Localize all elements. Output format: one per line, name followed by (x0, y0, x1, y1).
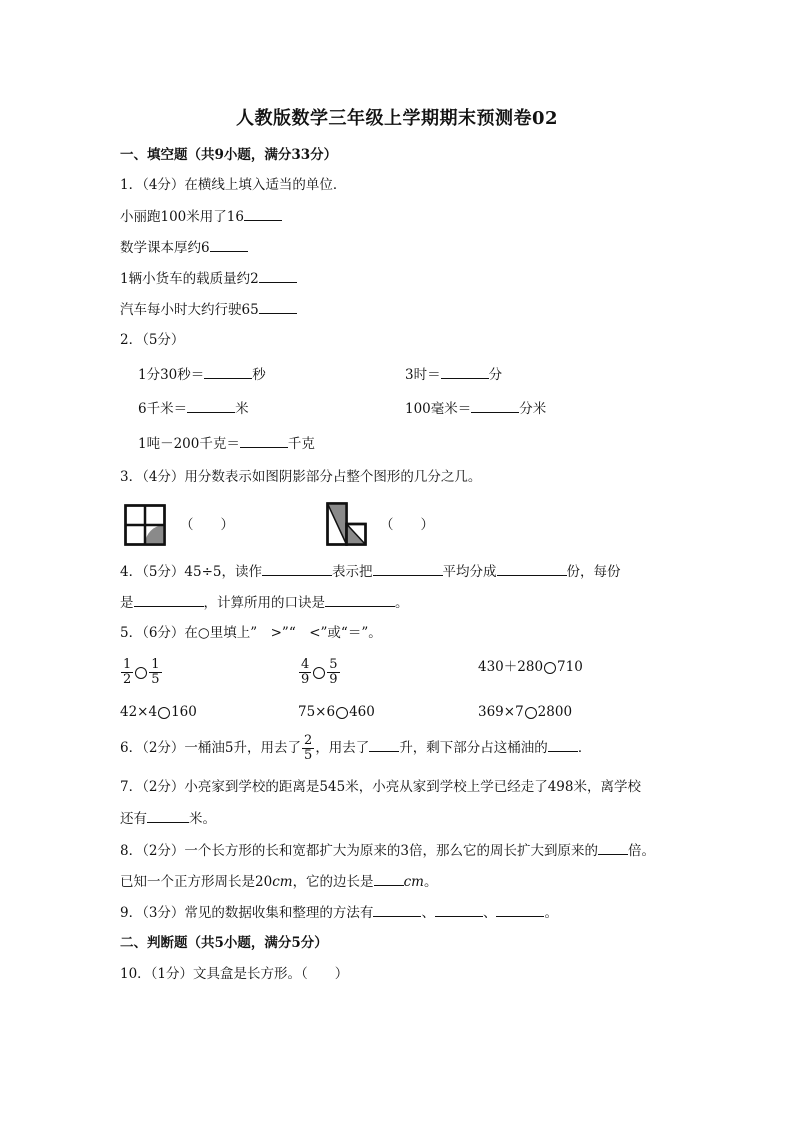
expr-right: 2800 (537, 704, 573, 720)
answer-blank[interactable] (259, 268, 297, 283)
q5-stem: 5．（6分）在○里填上” >”“ <”或“＝”。 (120, 625, 382, 641)
answer-blank[interactable] (210, 237, 248, 252)
q4-text: 表示把 (332, 564, 373, 580)
q5-compare-fractions-2 (298, 655, 341, 689)
answer-blank[interactable] (259, 299, 297, 314)
q6-text: 升，剩下部分占这桶油的 (399, 740, 548, 756)
denominator: 9 (329, 672, 338, 687)
q2-item-c (138, 398, 249, 419)
expr-right: 710 (557, 659, 583, 675)
expr-right: 160 (171, 704, 197, 720)
expr-left: 75×6 (298, 704, 336, 720)
fraction (121, 658, 133, 687)
compare-circle[interactable] (525, 707, 537, 719)
q5-compare-expr-3 (298, 702, 375, 722)
q4-text: 份，每份 (566, 564, 621, 580)
compare-circle[interactable] (158, 707, 170, 719)
q2-c-unit: 米 (235, 401, 249, 417)
answer-blank[interactable] (471, 398, 519, 413)
denominator: 2 (123, 672, 132, 687)
answer-blank[interactable] (204, 364, 252, 379)
numerator: 1 (123, 657, 132, 672)
q1-item-text: 数学课本厚约6 (120, 240, 210, 256)
section2-heading: 二、判断题（共5小题，满分5分） (120, 935, 328, 951)
shaded-rectangle-figure (326, 502, 368, 546)
q2-b-unit: 分 (488, 367, 503, 383)
shaded-square-figure (124, 504, 166, 546)
q1-item-text: 汽车每小时大约行驶65 (120, 302, 259, 318)
q2-item-e (138, 433, 315, 454)
q8-text: 8．（2分）一个长方形的长和宽都扩大为原来的3倍，那么它的周长扩大到原来的 (120, 843, 599, 859)
q4-line1 (120, 561, 621, 582)
q5-compare-expr-4 (478, 702, 572, 722)
q8-text: 。 (423, 874, 438, 890)
q8-text: ，它的边长是 (292, 874, 374, 890)
q1-stem: 1．（4分）在横线上填入适当的单位． (120, 177, 347, 193)
q9-text: 、 (421, 905, 435, 921)
q6-text: ，用去了 (315, 740, 370, 756)
fraction (327, 658, 339, 687)
expr-left: 42×4 (120, 704, 158, 720)
q1-item (120, 299, 297, 320)
denominator: 9 (301, 672, 310, 687)
q7-text: 米。 (189, 811, 216, 827)
q6-text: ． (577, 740, 592, 756)
answer-parentheses[interactable]: （ ） (380, 517, 434, 533)
numerator: 5 (329, 657, 338, 672)
compare-circle[interactable] (336, 707, 348, 719)
compare-circle[interactable] (135, 667, 147, 679)
q7-line1: 7．（2分）小亮家到学校的距离是545米，小亮从家到学校上学已经走了498米，离学校 (120, 779, 641, 795)
unit-cm: cm (403, 874, 424, 890)
unit-cm: cm (272, 874, 293, 890)
q2-stem: 2．（5分） (120, 332, 185, 348)
q9-text: 9．（3分）常见的数据收集和整理的方法有 (120, 905, 374, 921)
q8-text: 倍。 (628, 843, 656, 859)
q2-e-unit: 千克 (287, 436, 315, 452)
answer-blank[interactable] (496, 902, 544, 917)
q2-d-text: 100毫米＝ (405, 401, 472, 417)
q4-text: 是 (120, 595, 134, 611)
q8-line2 (120, 871, 437, 892)
expr-right: 460 (349, 704, 375, 720)
q2-a-unit: 秒 (252, 367, 266, 383)
answer-parentheses[interactable]: （ ） (180, 517, 234, 533)
q4-text: 平均分成 (442, 564, 497, 580)
answer-blank[interactable] (369, 737, 399, 752)
q2-item-b (405, 364, 502, 385)
q5-compare-expr-1 (478, 657, 583, 677)
q7-line2 (120, 808, 216, 829)
q9-line (120, 902, 558, 923)
q6-line (120, 730, 591, 766)
section1-heading: 一、填空题（共9小题，满分33分） (120, 147, 338, 163)
q2-d-unit: 分米 (519, 401, 547, 417)
q2-item-d (405, 398, 546, 419)
answer-blank[interactable] (373, 561, 443, 576)
answer-blank[interactable] (497, 561, 567, 576)
q4-text: 。 (395, 595, 409, 611)
answer-blank[interactable] (244, 206, 282, 221)
answer-blank[interactable] (548, 737, 578, 752)
fraction (302, 734, 314, 763)
page-title: 人教版数学三年级上学期期末预测卷02 (235, 108, 559, 129)
q1-item (120, 268, 297, 289)
compare-circle[interactable] (313, 667, 325, 679)
q6-text: 6．（2分）一桶油5升，用去了 (120, 740, 302, 756)
answer-blank[interactable] (598, 840, 628, 855)
answer-blank[interactable] (441, 364, 489, 379)
q4-text: 4．（5分）45÷5，读作 (120, 564, 263, 580)
answer-blank[interactable] (147, 808, 189, 823)
numerator: 1 (151, 657, 160, 672)
answer-blank[interactable] (373, 902, 421, 917)
answer-blank[interactable] (374, 871, 404, 886)
q8-text: 已知一个正方形周长是20 (120, 874, 273, 890)
answer-blank[interactable] (262, 561, 332, 576)
denominator: 5 (151, 672, 160, 687)
q5-compare-expr-2 (120, 702, 197, 722)
answer-blank[interactable] (134, 592, 204, 607)
q7-text: 还有 (120, 811, 147, 827)
q1-item-text: 小丽跑100米用了16 (120, 209, 244, 225)
q2-a-text: 1分30秒＝ (138, 367, 205, 383)
answer-blank[interactable] (187, 398, 235, 413)
q2-c-text: 6千米＝ (138, 401, 188, 417)
fraction (299, 658, 311, 687)
q1-item-text: 1辆小货车的载质量约2 (120, 271, 259, 287)
fraction (149, 658, 161, 687)
answer-blank[interactable] (325, 592, 395, 607)
numerator: 4 (301, 657, 310, 672)
q10-line: 10．（1分）文具盒是长方形。（ ） (120, 966, 349, 982)
q2-b-text: 3时＝ (405, 367, 441, 383)
q2-item-a (138, 364, 266, 385)
q5-compare-fractions-1 (120, 655, 163, 689)
q4-line2 (120, 592, 409, 613)
q9-text: 、 (482, 905, 497, 921)
expr-left: 369×7 (478, 704, 524, 720)
denominator: 5 (304, 748, 313, 763)
q4-text: ，计算所用的口诀是 (203, 595, 325, 611)
q8-line1 (120, 840, 655, 861)
q2-e-text: 1吨－200千克＝ (138, 436, 240, 452)
q1-item (120, 237, 248, 258)
expr-left: 430＋280 (478, 659, 544, 675)
compare-circle[interactable] (544, 662, 556, 674)
q9-text: 。 (544, 905, 558, 921)
answer-blank[interactable] (240, 433, 288, 448)
q3-stem: 3．（4分）用分数表示如图阴影部分占整个图形的几分之几。 (120, 469, 482, 485)
numerator: 2 (304, 733, 313, 748)
q1-item (120, 206, 282, 227)
answer-blank[interactable] (435, 902, 483, 917)
